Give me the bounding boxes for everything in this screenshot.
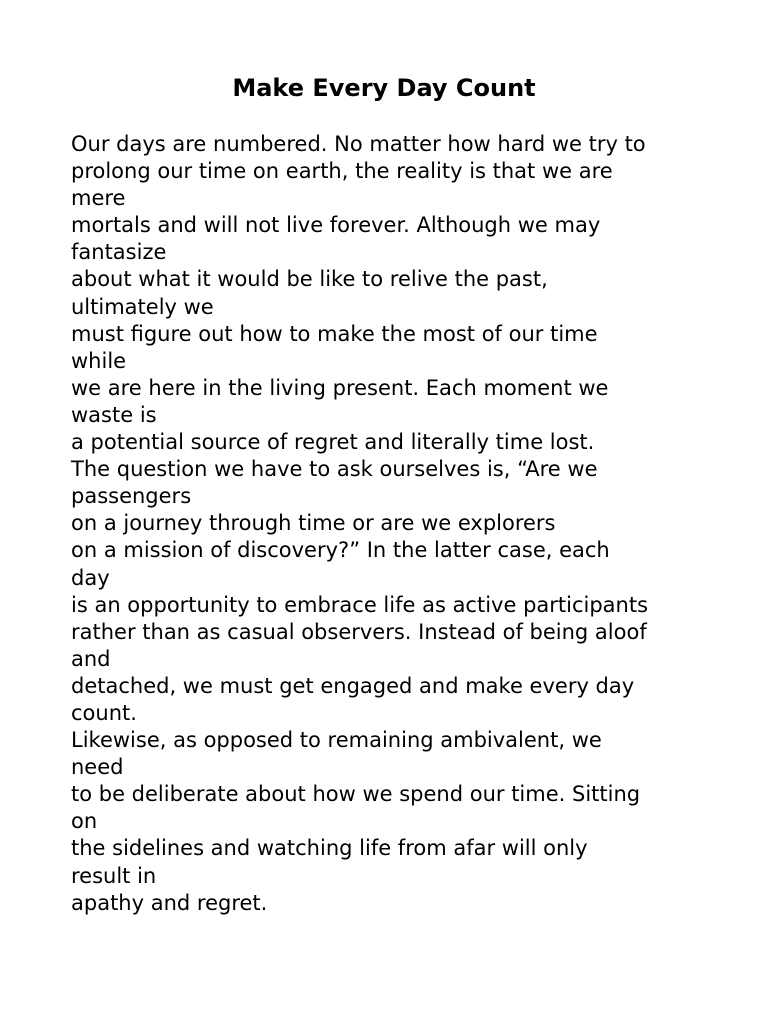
text-line: prolong our time on earth, the reality is that we are (71, 159, 613, 184)
text-line: on a mission of discovery?” In the latter case, each (71, 538, 610, 563)
text-line: detached, we must get engaged and make every day (71, 673, 635, 698)
text-line: result in (71, 863, 157, 888)
text-line: ultimately we (71, 294, 214, 319)
text-line: a potential source of regret and literally time lost. (71, 430, 595, 455)
text-line: waste is (71, 402, 157, 427)
text-line: to be deliberate about how we spend our time. Sitting (71, 782, 641, 807)
text-line: apathy and regret. (71, 890, 268, 915)
document-body (71, 131, 731, 917)
text-line: rather than as casual observers. Instead of being aloof (71, 619, 647, 644)
text-line: about what it would be like to relive the past, (71, 267, 548, 292)
text-line: and (71, 646, 111, 671)
text-line: need (71, 755, 124, 780)
text-line: The question we have to ask ourselves is, “Are we (71, 457, 598, 482)
document-title: Make Every Day Count (232, 74, 536, 102)
text-line: while (71, 348, 127, 373)
text-line: day (71, 565, 110, 590)
text-line: mere (71, 186, 126, 211)
text-line: Likewise, as opposed to remaining ambivalent, we (71, 728, 602, 753)
text-line: we are here in the living present. Each moment we (71, 375, 609, 400)
text-line: on (71, 809, 98, 834)
text-line: passengers (71, 484, 192, 509)
text-line: Our days are numbered. No matter how hard we try to (71, 132, 646, 156)
text-line: is an opportunity to embrace life as active participants (71, 592, 649, 617)
text-line: must figure out how to make the most of our time (71, 321, 598, 346)
text-line: on a journey through time or are we explorers (71, 511, 556, 536)
text-line: fantasize (71, 240, 167, 265)
text-line: count. (71, 700, 137, 725)
text-line: mortals and will not live forever. Although we may (71, 213, 601, 238)
text-line: the sidelines and watching life from afar will only (71, 836, 588, 861)
